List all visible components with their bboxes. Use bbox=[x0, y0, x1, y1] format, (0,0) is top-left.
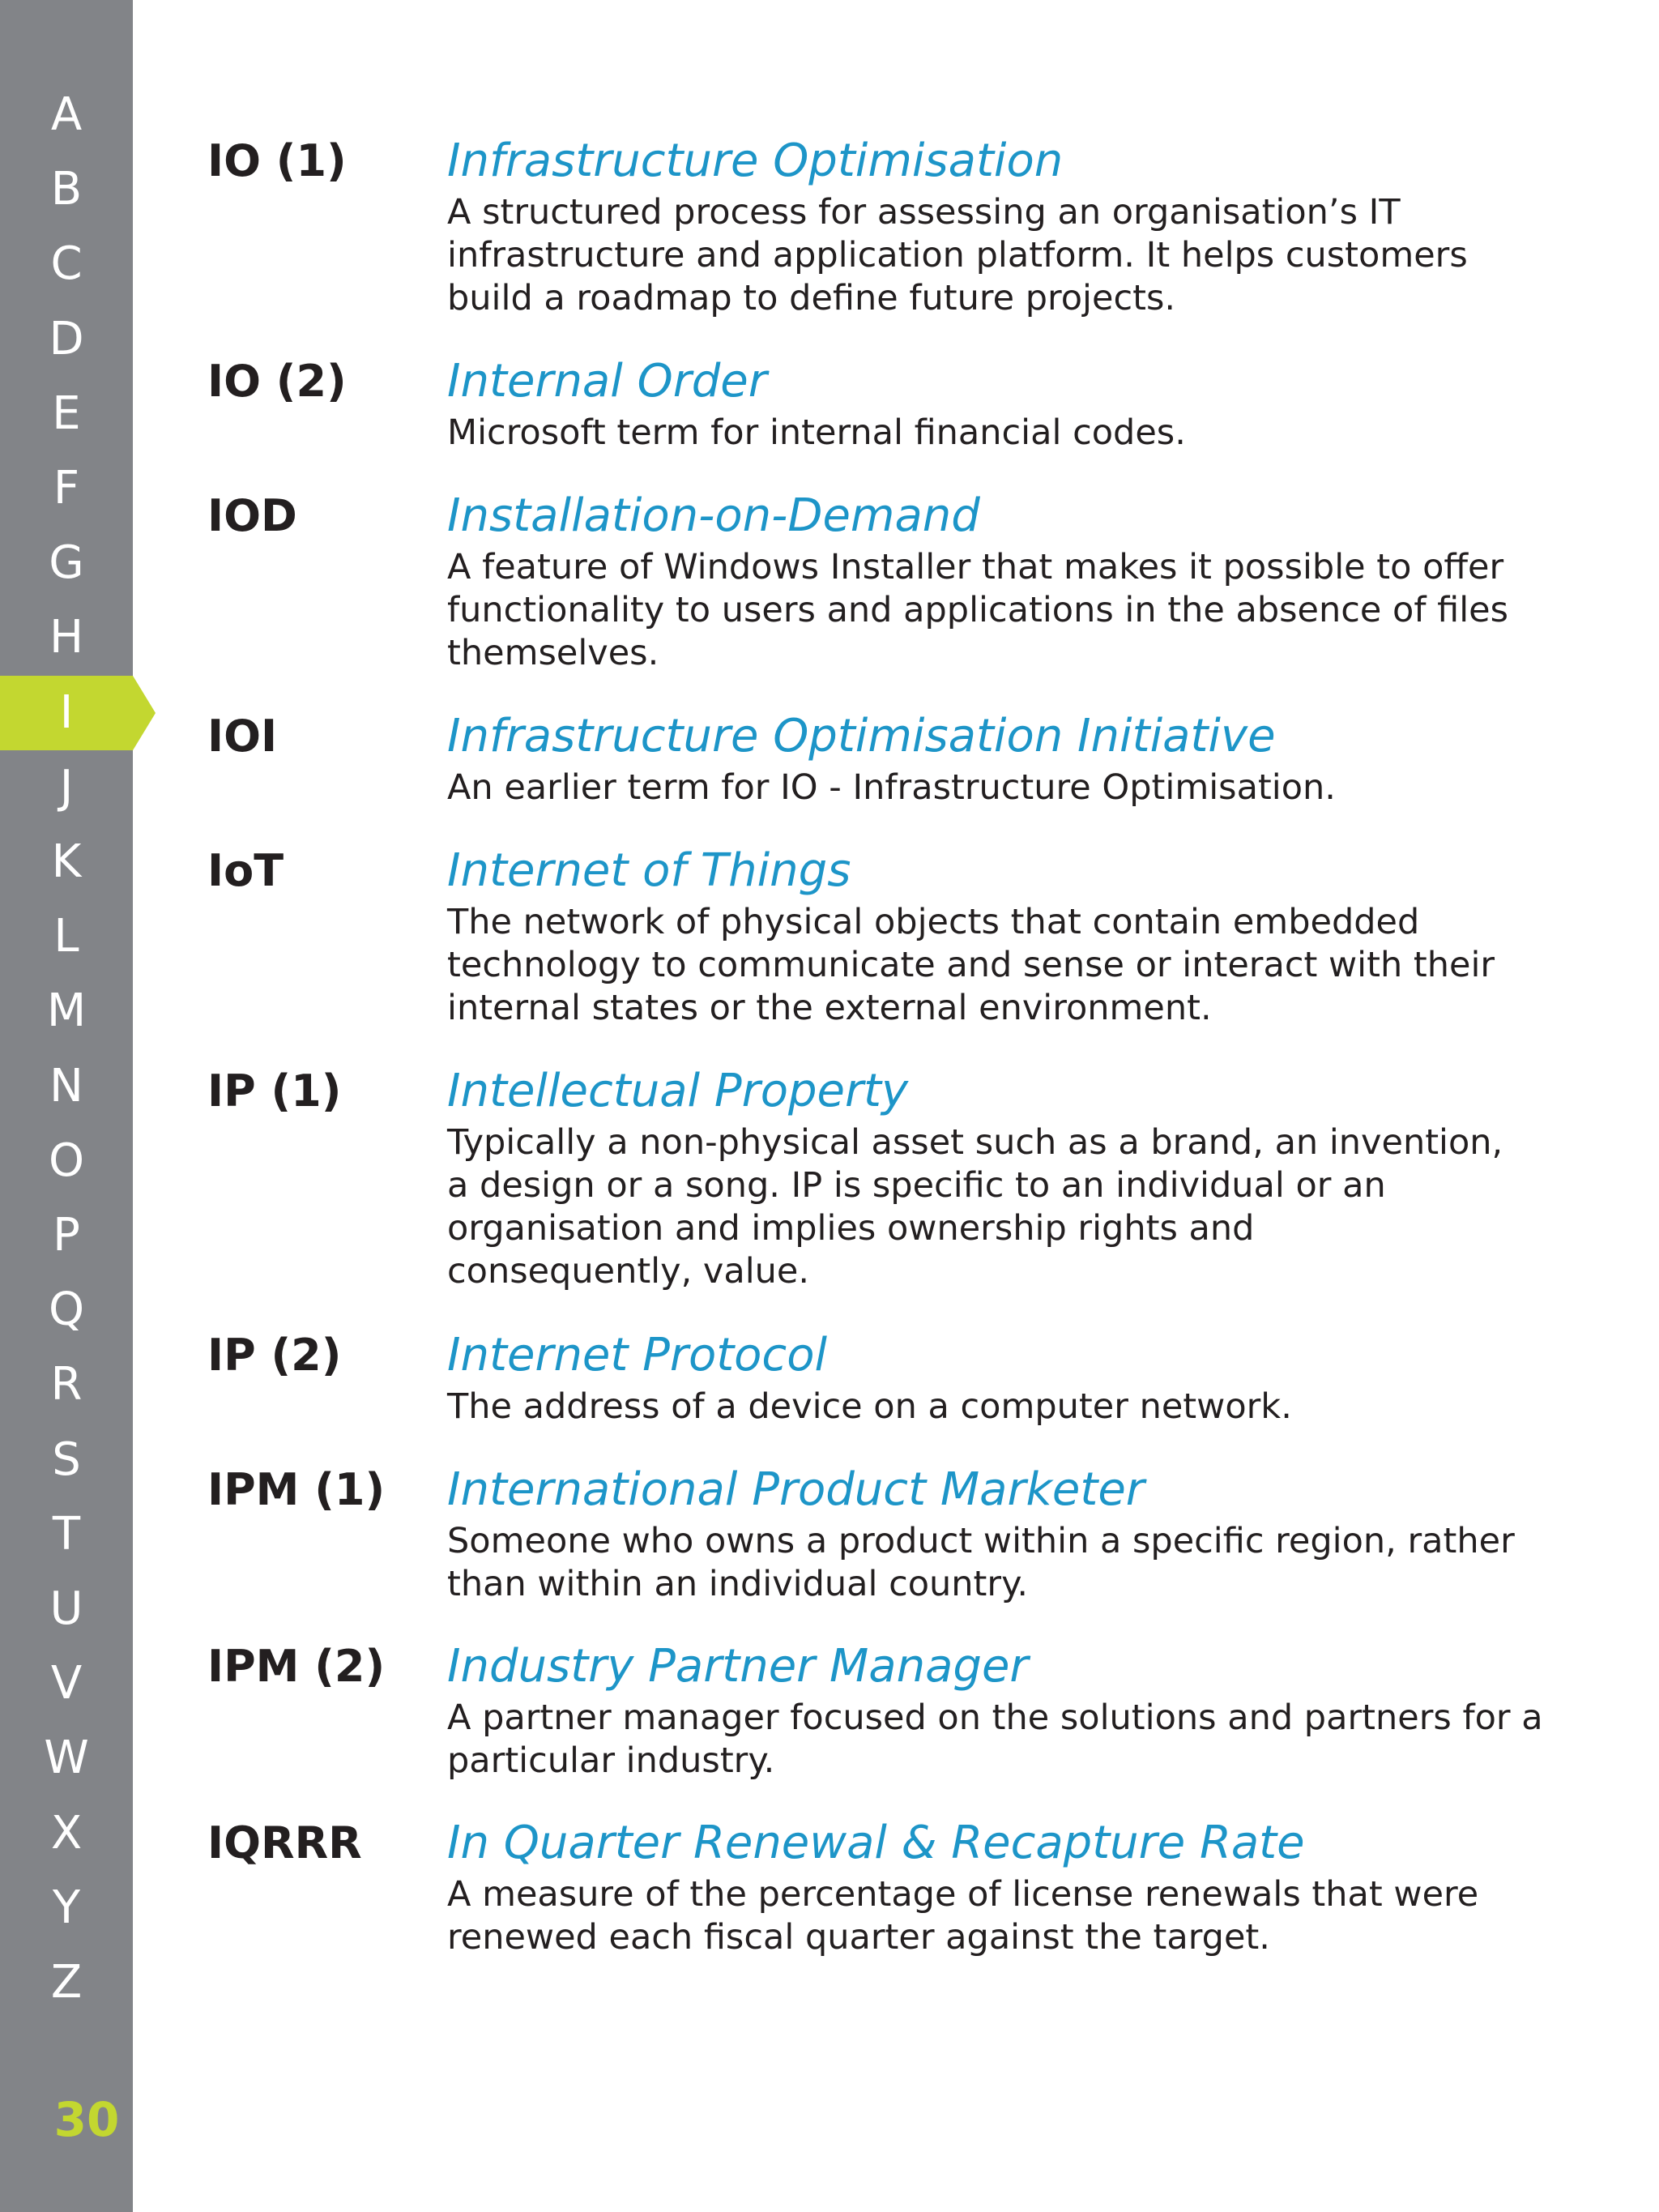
description-line: themselves. bbox=[447, 633, 659, 673]
index-letter-f[interactable]: F bbox=[53, 462, 80, 515]
entry-term: Infrastructure Optimisation Initiative bbox=[447, 710, 1276, 762]
index-letter-h[interactable]: H bbox=[49, 611, 84, 664]
index-letter-v[interactable]: V bbox=[50, 1657, 83, 1710]
entry-abbreviation: IP (2) bbox=[207, 1330, 342, 1381]
entry-term: Installation-on-Demand bbox=[447, 489, 980, 542]
description-line: technology to communicate and sense or interact with their bbox=[447, 945, 1495, 985]
description-line: internal states or the external environment. bbox=[447, 988, 1212, 1028]
page-number: 30 bbox=[53, 2092, 120, 2147]
entry-description bbox=[447, 412, 1584, 455]
description-line: The address of a device on a computer network. bbox=[447, 1386, 1292, 1427]
description-line: The network of physical objects that contain embedded bbox=[447, 902, 1420, 942]
index-letter-i[interactable]: I bbox=[59, 685, 74, 739]
entry-term: Internet of Things bbox=[447, 844, 851, 897]
index-letter-c[interactable]: C bbox=[50, 237, 83, 291]
index-letter-l[interactable]: L bbox=[53, 910, 79, 963]
description-line: Typically a non-physical asset such as a brand, an invention, bbox=[447, 1122, 1503, 1163]
entry-description bbox=[447, 1121, 1584, 1293]
description-line: Someone who owns a product within a specific region, rather bbox=[447, 1521, 1515, 1561]
description-line: A feature of Windows Installer that makes it possible to offer bbox=[447, 547, 1504, 587]
index-letter-x[interactable]: X bbox=[50, 1806, 83, 1860]
entry-term: In Quarter Renewal & Recapture Rate bbox=[447, 1817, 1305, 1869]
description-line: renewed each fiscal quarter against the target. bbox=[447, 1917, 1270, 1958]
index-letter-j[interactable]: J bbox=[59, 760, 74, 813]
description-line: consequently, value. bbox=[447, 1251, 810, 1292]
entry-term: Internet Protocol bbox=[447, 1329, 828, 1381]
index-letter-d[interactable]: D bbox=[49, 312, 84, 365]
description-line: build a roadmap to define future projects. bbox=[447, 278, 1176, 318]
index-letter-y[interactable]: Y bbox=[52, 1881, 81, 1934]
index-letter-m[interactable]: M bbox=[46, 984, 87, 1038]
entry-abbreviation: IOD bbox=[207, 490, 297, 541]
index-letter-u[interactable]: U bbox=[49, 1582, 83, 1635]
index-letter-g[interactable]: G bbox=[49, 536, 84, 590]
entry-abbreviation: IOI bbox=[207, 711, 278, 762]
entry-abbreviation: IP (1) bbox=[207, 1065, 342, 1117]
index-letter-n[interactable]: N bbox=[49, 1059, 83, 1112]
alphabet-sidebar bbox=[0, 0, 133, 2212]
description-line: An earlier term for IO - Infrastructure Optimisation. bbox=[447, 767, 1336, 808]
description-line: infrastructure and application platform. It helps customers bbox=[447, 235, 1468, 275]
entry-term: Industry Partner Manager bbox=[447, 1640, 1029, 1693]
index-letter-p[interactable]: P bbox=[53, 1209, 80, 1262]
index-letter-a[interactable]: A bbox=[50, 88, 83, 141]
index-letter-b[interactable]: B bbox=[50, 163, 83, 216]
entry-abbreviation: IPM (2) bbox=[207, 1641, 386, 1692]
entry-description bbox=[447, 767, 1584, 809]
entry-description bbox=[447, 1873, 1584, 1959]
entry-description bbox=[447, 901, 1584, 1030]
description-line: A partner manager focused on the solutions and partners for a bbox=[447, 1697, 1543, 1738]
description-line: A measure of the percentage of license renewals that were bbox=[447, 1874, 1479, 1915]
entry-term: Infrastructure Optimisation bbox=[447, 135, 1064, 187]
entry-abbreviation: IQRRR bbox=[207, 1817, 362, 1868]
entry-term: Intellectual Property bbox=[447, 1065, 909, 1117]
entry-abbreviation: IoT bbox=[207, 845, 284, 896]
entry-description bbox=[447, 1697, 1584, 1783]
entry-abbreviation: IO (1) bbox=[207, 135, 347, 186]
entry-description bbox=[447, 1386, 1584, 1428]
index-letter-t[interactable]: T bbox=[52, 1507, 81, 1561]
description-line: organisation and implies ownership rights and bbox=[447, 1208, 1255, 1249]
description-line: Microsoft term for internal financial codes. bbox=[447, 412, 1186, 453]
description-line: a design or a song. IP is specific to an individual or an bbox=[447, 1165, 1386, 1206]
description-line: functionality to users and applications in the absence of files bbox=[447, 590, 1509, 630]
index-letter-q[interactable]: Q bbox=[48, 1283, 85, 1337]
entry-term: International Product Marketer bbox=[447, 1463, 1145, 1516]
entry-abbreviation: IO (2) bbox=[207, 356, 347, 407]
index-letter-s[interactable]: S bbox=[52, 1433, 81, 1486]
entry-abbreviation: IPM (1) bbox=[207, 1464, 386, 1515]
description-line: particular industry. bbox=[447, 1740, 775, 1781]
description-line: A structured process for assessing an organisation’s IT bbox=[447, 192, 1401, 233]
index-letter-r[interactable]: R bbox=[50, 1358, 83, 1411]
index-letter-z[interactable]: Z bbox=[50, 1956, 83, 2009]
description-line: than within an individual country. bbox=[447, 1564, 1029, 1604]
index-letter-k[interactable]: K bbox=[51, 835, 82, 888]
index-letter-w[interactable]: W bbox=[44, 1732, 89, 1785]
index-letter-e[interactable]: E bbox=[52, 386, 81, 440]
entry-term: Internal Order bbox=[447, 355, 767, 408]
entry-description bbox=[447, 191, 1584, 320]
entry-description bbox=[447, 546, 1584, 675]
index-letter-o[interactable]: O bbox=[48, 1134, 85, 1187]
entry-description bbox=[447, 1520, 1584, 1606]
